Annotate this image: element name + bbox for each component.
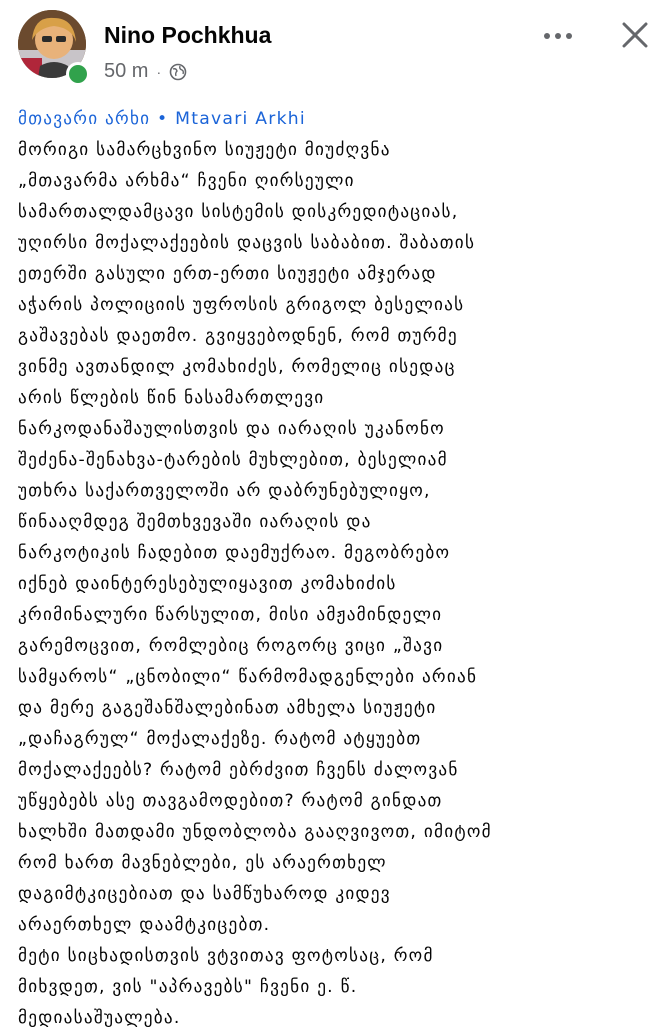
post-text-line: არაერთხელ დაამტკიცებთ. <box>18 915 271 935</box>
post-text-line: მიხვდეთ, ვის "აპრავებს" ჩვენი ე. წ. <box>18 977 358 997</box>
post-text-line: უწყებებს ასე თავგამოდებით? რატომ გინდათ <box>18 791 443 811</box>
close-icon[interactable] <box>618 18 652 52</box>
post-text-line: სამართალდამცავი სისტემის დისკრედიტაციას, <box>18 202 459 222</box>
post-text-line: ნარკოტიკის ჩადებით დაემუქრაო. მეგობრებო <box>18 543 451 563</box>
online-status-dot <box>66 62 90 86</box>
post-text-line: წინააღმდეგ შემთხვევაში იარაღის და <box>18 512 372 532</box>
post-text-line: ეთერში გასული ერთ-ერთი სიუჟეტი ამჯერად <box>18 264 437 284</box>
globe-icon[interactable] <box>169 63 187 81</box>
post-text-line: აჭარის პოლიციის უფროსის გრიგოლ ბესელიას <box>18 295 465 315</box>
post-meta <box>104 60 187 83</box>
post-text-line: კრიმინალური წარსულით, მისი ამჟამინდელი <box>18 605 443 625</box>
more-horizontal-icon[interactable] <box>540 24 576 48</box>
post-text-line: არის წლების წინ ნასამართლევი <box>18 388 325 408</box>
post-text-line: ვინმე ავთანდილ კომახიძეს, რომელიც ისედაც <box>18 357 456 377</box>
post-text-line: და მერე გაგეშანშალებინათ ამხელა სიუჟეტი <box>18 698 437 718</box>
post-text-line: მეტი სიცხადისთვის ვტვითავ ფოტოსაც, რომ <box>18 946 434 966</box>
post-text-line: გაშავებას დაეთმო. გვიყვებოდნენ, რომ თურმე <box>18 326 458 346</box>
post-text-line: მორიგი სამარცხვინო სიუჟეტი მიუძღვნა <box>18 140 391 160</box>
post-text-line: გარემოცვით, რომლებიც როგორც ვიცი „შავი <box>18 636 444 656</box>
post-text-line: „მთავარმა არხმა“ ჩვენი ღირსეული <box>18 171 355 191</box>
meta-separator: · <box>156 63 162 80</box>
post-text-line: უღირსი მოქალაქეების დაცვის საბაბით. შაბათის <box>18 233 476 253</box>
source-link[interactable]: მთავარი არხი • Mtavari Arkhi <box>18 109 306 129</box>
post-text-line: მოქალაქეებს? რატომ ებრძვით ჩვენს ძალოვან <box>18 760 459 780</box>
post-text-line: შეძენა-შენახვა-ტარების მუხლებით, ბესელიამ <box>18 450 448 470</box>
post-header <box>0 0 672 100</box>
post-body <box>18 104 658 1034</box>
post-time[interactable]: 50 m <box>104 60 149 82</box>
post-text-line: რომ ხართ მავნებლები, ეს არაერთხელ <box>18 853 387 873</box>
post-text-line: ნარკოდანაშაულისთვის და იარაღის უკანონო <box>18 419 445 439</box>
post-text-line: მედიასაშუალება. <box>18 1008 181 1028</box>
post-text-line: „დაჩაგრულ“ მოქალაქეზე. რატომ ატყუებთ <box>18 729 422 749</box>
post-text-line: სამყაროს“ „ცნობილი“ წარმომადგენლები არიან <box>18 667 478 687</box>
author-name[interactable]: Nino Pochkhua <box>104 22 272 48</box>
post-text-line: ხალხში მათდამი უნდობლობა გააღვივოთ, იმიტომ <box>18 822 492 842</box>
post-text-line: უთხრა საქართველოში არ დაბრუნებულიყო, <box>18 481 431 501</box>
post-text-line: დაგიმტკიცებიათ და სამწუხაროდ კიდევ <box>18 884 391 904</box>
post-text-line: იქნებ დაინტერესებულიყავით კომახიძის <box>18 574 397 594</box>
